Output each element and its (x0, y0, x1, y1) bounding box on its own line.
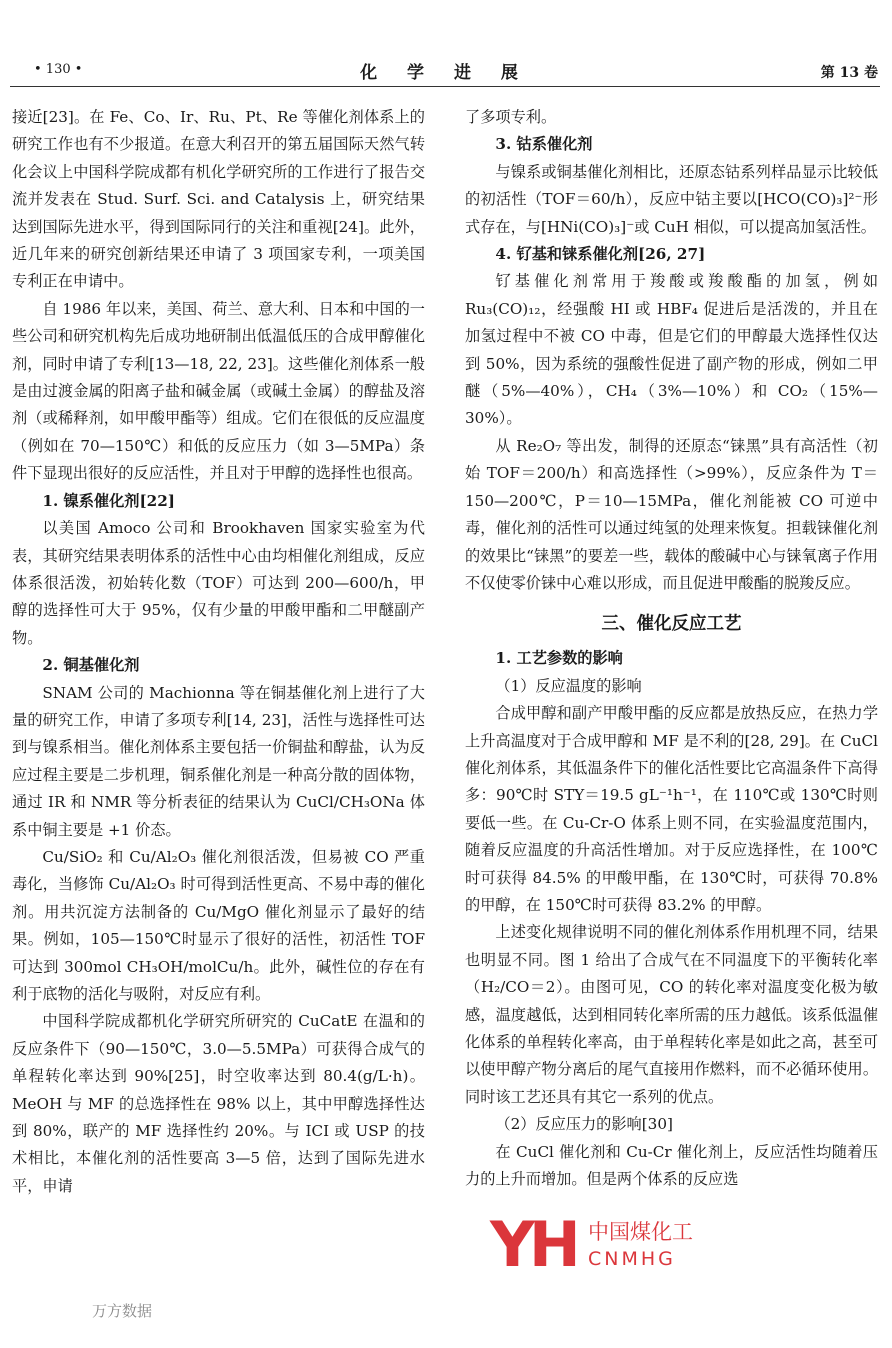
left-col-paragraph: 中国科学院成都机化学研究所研究的 CuCatE 在温和的反应条件下（90—150℃，3.0—5.5MPa）可获得合成气的单程转化率达到 90%[25]，时空收率达到 80.4(g/L·h)。MeOH 与 MF 的总选择性在 98% 以上，其中甲醇选择性达到 80%，联产的 MF 选择性约 20%。与 ICI 或 USP 的技术相比，本催化剂的活性要高 3—5 倍，达到了国际先进水平，申请 (12, 1012, 425, 1195)
volume-label: 第 13 卷 (820, 65, 878, 81)
left-col-subheading: 1. 镍系催化剂[22] (42, 491, 175, 510)
journal-title: 化 学 进 展 (360, 63, 530, 83)
left-column (12, 104, 425, 1200)
page-number: • 130 • (34, 62, 83, 77)
left-col-subheading: 2. 铜基催化剂 (42, 656, 140, 675)
right-col-paragraph: 在 CuCl 催化剂和 Cu-Cr 催化剂上，反应活性均随着压力的上升而增加。但是两个体系的反应选 (465, 1142, 878, 1189)
right-col-paragraph: 了多项专利。 (465, 108, 557, 126)
right-col-paragraph: 上述变化规律说明不同的催化剂体系作用机理不同，结果也明显不同。图 1 给出了合成气在不同温度下的平衡转化率（H₂/CO＝2）。由图可见，CO 的转化率对温度变化极为敏感，温度越低，达到相同转化率所需的压力越低。该系低温催化体系的单程转化率高，由于单程转化率是如此之高，甚至可以使甲醇产物分离后的尾气直接用作燃料，而不必循环使用。同时该工艺还具有其它一系列的优点。 (465, 923, 878, 1106)
right-col-paragraph: 钌基催化剂常用于羧酸或羧酸酯的加氢，例如 Ru₃(CO)₁₂，经强酸 HI 或 HBF₄ 促进后是活泼的，并且在加氢过程中不被 CO 中毒，但是它们的甲醇最大选择性仅达到 50%，因为系统的强酸性促进了副产物的形成，例如二甲醚（5%—40%），CH₄（3%—10%）和 CO₂（15%—30%）。 (465, 272, 878, 428)
right-col-paragraph: 从 Re₂O₇ 等出发，制得的还原态“铼黑”具有高活性（初始 TOF＝200/h）和高选择性（>99%），反应条件为 T＝150—200℃，P＝10—15MPa，催化剂能被 CO 可逆中毒，催化剂的活性可以通过纯氢的处理来恢复。担载铼催化剂的效果比“铼黑”的要差一些，载体的酸碱中心与铼氧离子作用不仅使零价铼中心难以形成，而且促进甲酸酯的脱羧反应。 (465, 436, 878, 592)
left-col-paragraph: SNAM 公司的 Machionna 等在铜基催化剂上进行了大量的研究工作，申请了多项专利[14, 23]，活性与选择性可达到与镍系相当。催化剂体系主要包括一价铜盐和醇盐，认为反应过程主要是二步机理，铜系催化剂是一种高分散的固体物，通过 IR 和 NMR 等分析表征的结果认为 CuCl/CH₃ONa 体系中铜主要是 +1 价态。 (12, 683, 425, 839)
left-col-paragraph: Cu/SiO₂ 和 Cu/Al₂O₃ 催化剂很活泼，但易被 CO 严重毒化，当修饰 Cu/Al₂O₃ 时可得到活性更高、不易中毒的催化剂。用共沉淀方法制备的 Cu/MgO 催化剂显示了最好的结果。例如，105—150℃时显示了很好的活性，初活性 TOF 可达到 300mol CH₃OH/molCu/h。此外，碱性位的存在有利于底物的活化与吸附，对反应有利。 (12, 847, 425, 1003)
right-col-subheading: 4. 钌基和铼系催化剂[26, 27] (495, 245, 706, 264)
left-col-paragraph: 自 1986 年以来，美国、荷兰、意大利、日本和中国的一些公司和研究机构先后成功地研制出低温低压的合成甲醇催化剂，同时申请了专利[13—18, 22, 23]。这些催化剂体系一般是由过渡金属的阳离子盐和碱金属（或碱土金属）的醇盐及溶剂（或稀释剂，如甲酸甲酯等）组成。它们在很低的反应温度（例如在 70—150℃）和低的反应压力（如 3—5MPa）条件下显现出很好的反应活性，并且对于甲醇的选择性也很高。 (12, 299, 425, 483)
page-header (10, 58, 880, 87)
left-col-paragraph: 接近[23]。在 Fe、Co、Ir、Ru、Pt、Re 等催化剂体系上的研究工作也有不少报道。在意大利召开的第五届国际天然气转化会议上中国科学院成都有机化学研究所的工作进行了报告交流并发表在 Stud. Surf. Sci. and Catalysis 上，研究结果达到国际先进水平，得到国际同行的关注和重视[24]。此外，近几年来的研究创新结果还申请了 3 项国家专利，一项美国专利正在申请中。 (12, 108, 425, 291)
right-col-paragraph: （2）反应压力的影响[30] (495, 1115, 673, 1134)
left-col-paragraph: 以美国 Amoco 公司和 Brookhaven 国家实验室为代表，其研究结果表明体系的活性中心由均相催化剂组成，反应体系很活泼，初始转化数（TOF）可达到 200—600/h，甲醇的选择性可大于 95%，仅有少量的甲酸甲酯和二甲醚副产物。 (12, 519, 425, 647)
source-watermark: 万方数据 (92, 1302, 153, 1320)
cnmhg-logo-icon: YH (490, 1208, 575, 1281)
right-col-paragraph: 与镍系或铜基催化剂相比，还原态钴系列样品显示比较低的初活性（TOF＝60/h），反应中钴主要以[HCO(CO)₃]²⁻形式存在，与[HNi(CO)₃]⁻或 CuH 相似，可以提高加氢活性。 (465, 162, 878, 236)
right-col-paragraph: （1）反应温度的影响 (495, 676, 642, 695)
right-column (465, 104, 878, 1193)
watermark-name-en: CNMHG (588, 1248, 676, 1270)
cnmhg-watermark (490, 1208, 700, 1281)
right-col-subheading: 1. 工艺参数的影响 (495, 649, 623, 668)
watermark-name-cn: 中国煤化工 (588, 1216, 693, 1246)
right-col-subheading: 3. 钴系催化剂 (495, 135, 593, 154)
right-col-paragraph: 合成甲醇和副产甲酸甲酯的反应都是放热反应，在热力学上升高温度对于合成甲醇和 MF 是不利的[28, 29]。在 CuCl 催化剂体系，其低温条件下的催化活性要比它高温条件下高得多：90℃时 STY＝19.5 gL⁻¹h⁻¹，在 110℃或 130℃时则要低一些。在 Cu-Cr-O 体系上则不同，在实验温度范围内，随着反应温度的升高活性增加。对于反应选择性，在 100℃时可获得 84.5% 的甲酸甲酯，在 130℃时，可获得 70.8% 的甲醇，在 150℃时可获得 83.2% 的甲醇。 (465, 704, 878, 914)
right-col-section-heading: 三、催化反应工艺 (601, 614, 742, 635)
